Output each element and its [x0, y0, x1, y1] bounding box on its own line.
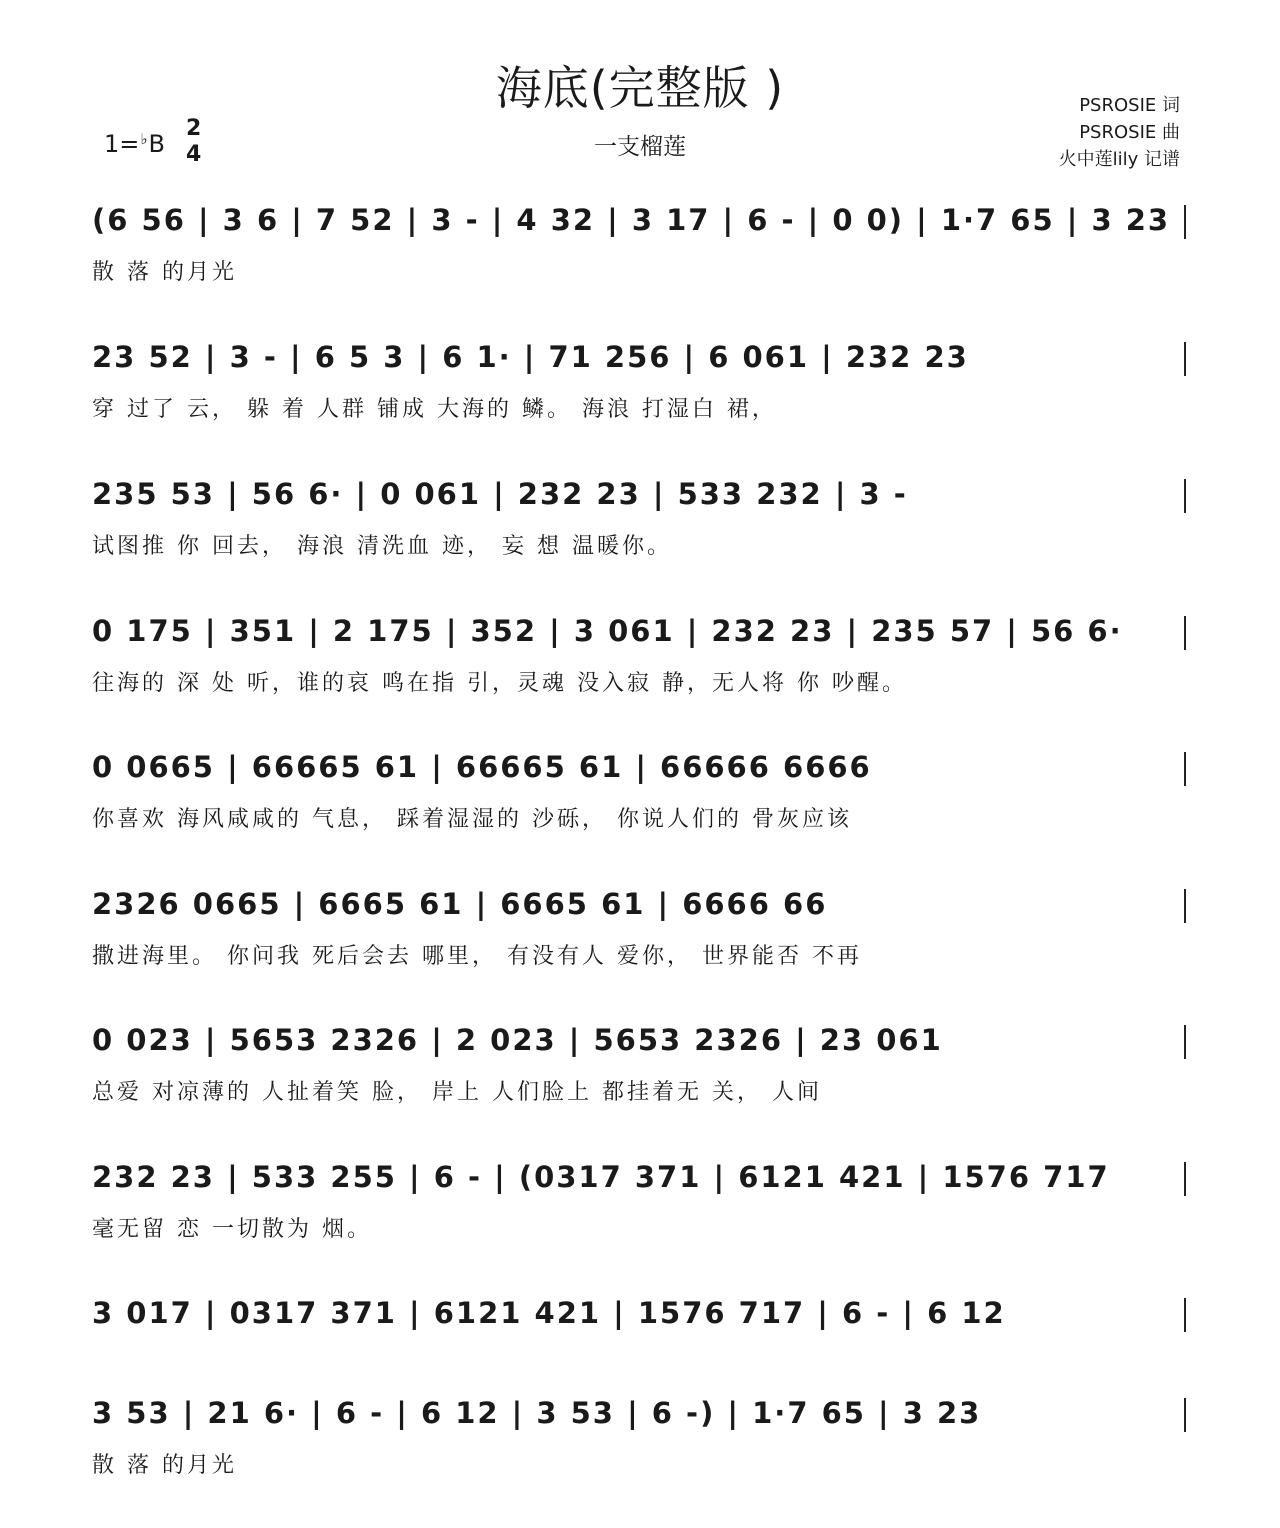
lyric-line: 穿 过了 云， 躲 着 人群 铺成 大海的 鳞。 海浪 打湿白 裙，	[92, 397, 777, 422]
lyric-line: 毫无留 恋 一切散为 烟。	[92, 1217, 372, 1242]
lyricist-credit: PSROSIE 词	[1079, 95, 1180, 116]
barline	[1184, 479, 1186, 513]
transcriber-credit: 火中莲lily 记谱	[1058, 149, 1180, 170]
song-title: 海底(完整版 )	[495, 61, 785, 115]
notation-line: 235 53 | 56 6· | 0 061 | 232 23 | 533 232 | 3 -	[92, 477, 908, 511]
key-signature	[104, 130, 165, 158]
notation-line: 0 175 | 351 | 2 175 | 352 | 3 061 | 232 23 | 235 57 | 56 6·	[92, 614, 1123, 648]
composer-credit: PSROSIE 曲	[1079, 122, 1180, 143]
barline	[1184, 205, 1186, 239]
barline	[1184, 1162, 1186, 1196]
score-system-10	[0, 1396, 1280, 1516]
time-signature	[186, 116, 201, 168]
lyric-line: 你喜欢 海风咸咸的 气息， 踩着湿湿的 沙砾， 你说人们的 骨灰应该	[92, 807, 852, 832]
key-prefix: 1=	[104, 130, 140, 158]
notation-line: 3 53 | 21 6· | 6 - | 6 12 | 3 53 | 6 -) | 1·7 65 | 3 23	[92, 1396, 982, 1430]
barline	[1184, 1298, 1186, 1332]
lyric-line: 散 落 的月光	[92, 1453, 237, 1478]
lyric-line: 往海的 深 处 听，谁的哀 鸣在指 引，灵魂 没入寂 静，无人将 你 吵醒。	[92, 671, 907, 696]
score-system-7	[0, 1023, 1280, 1143]
barline	[1184, 616, 1186, 650]
singer-name: 一支榴莲	[594, 134, 686, 160]
barline	[1184, 752, 1186, 786]
lyric-line: 总爱 对凉薄的 人扯着笑 脸， 岸上 人们脸上 都挂着无 关， 人间	[92, 1080, 822, 1105]
notation-line: 2326 0665 | 6665 61 | 6665 61 | 6666 66	[92, 887, 828, 921]
score-system-4	[0, 614, 1280, 734]
barline	[1184, 1025, 1186, 1059]
notation-line: (6 56 | 3 6 | 7 52 | 3 - | 4 32 | 3 17 | 6 - | 0 0) | 1·7 65 | 3 23	[92, 203, 1171, 237]
barline	[1184, 342, 1186, 376]
lyric-line: 试图推 你 回去， 海浪 清洗血 迹， 妄 想 温暖你。	[92, 534, 672, 559]
notation-line: 232 23 | 533 255 | 6 - | (0317 371 | 6121 421 | 1576 717	[92, 1160, 1110, 1194]
barline	[1184, 1398, 1186, 1432]
credits	[1059, 92, 1180, 173]
score-system-2	[0, 340, 1280, 460]
score-system-8	[0, 1160, 1280, 1280]
lyric-line: 散 落 的月光	[92, 260, 237, 285]
notation-line: 0 023 | 5653 2326 | 2 023 | 5653 2326 | 23 061	[92, 1023, 943, 1057]
key-note: B	[148, 130, 165, 158]
notation-line: 0 0665 | 66665 61 | 66665 61 | 66666 6666	[92, 750, 872, 784]
lyric-line: 撒进海里。 你问我 死后会去 哪里， 有没有人 爱你， 世界能否 不再	[92, 944, 862, 969]
time-signature-top: 2	[186, 116, 202, 141]
score-system-6	[0, 887, 1280, 1007]
notation-line: 3 017 | 0317 371 | 6121 421 | 1576 717 | 6 - | 6 12	[92, 1296, 1006, 1330]
barline	[1184, 889, 1186, 923]
score-system-1	[0, 203, 1280, 323]
time-signature-bottom: 4	[186, 142, 202, 167]
score-system-3	[0, 477, 1280, 597]
notation-line: 23 52 | 3 - | 6 5 3 | 6 1· | 71 256 | 6 061 | 232 23	[92, 340, 969, 374]
score-system-5	[0, 750, 1280, 870]
flat-symbol: ♭	[140, 130, 148, 148]
